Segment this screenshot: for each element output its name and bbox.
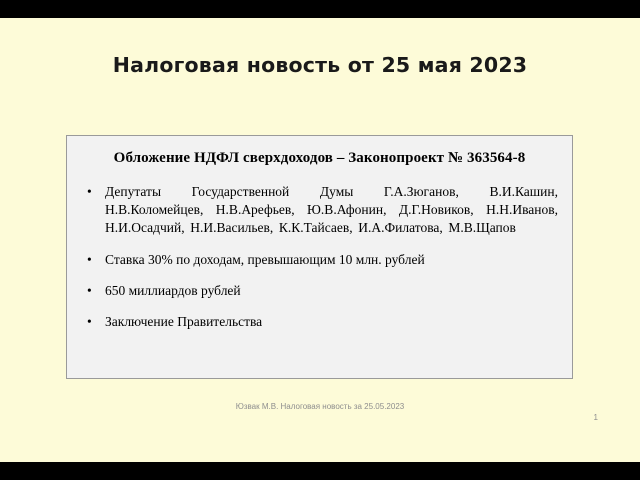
- list-item-text: Заключение Правительства: [105, 314, 263, 330]
- page-title: Налоговая новость от 25 мая 2023: [112, 53, 528, 77]
- list-item-text: 650 миллиардов рублей: [105, 282, 241, 298]
- presentation-slide: [0, 18, 640, 462]
- list-item-text: Депутаты Государственной Думы Г.А.Зюганов, В.И.Кашин, Н.В.Коломейцев, Н.В.Арефьев, Ю.В.Афонин, Д.Г.Новиков, Н.Н.Иванов, Н.И.Осадчий, Н.И.Васильев, К.К.Тайсаев, И.А.Филатова, М.В.Щапов: [105, 184, 558, 236]
- box-heading: Обложение НДФЛ сверхдоходов – Законопроект № 363564-8: [113, 150, 526, 166]
- slide-number: 1: [593, 413, 598, 422]
- bullet-marker: •: [87, 282, 92, 298]
- content-box: [66, 135, 573, 379]
- list-item: [81, 251, 558, 269]
- list-item: [81, 313, 558, 331]
- bullet-list: [67, 183, 572, 331]
- list-item: [81, 183, 558, 238]
- bullet-marker: •: [87, 184, 92, 199]
- list-item: [81, 282, 558, 300]
- list-item-text: Ставка 30% по доходам, превышающим 10 млн. рублей: [105, 251, 425, 267]
- bullet-marker: •: [87, 314, 92, 330]
- slide-footer: Юзвак М.В. Налоговая новость за 25.05.2023: [235, 402, 405, 411]
- bullet-marker: •: [87, 251, 92, 267]
